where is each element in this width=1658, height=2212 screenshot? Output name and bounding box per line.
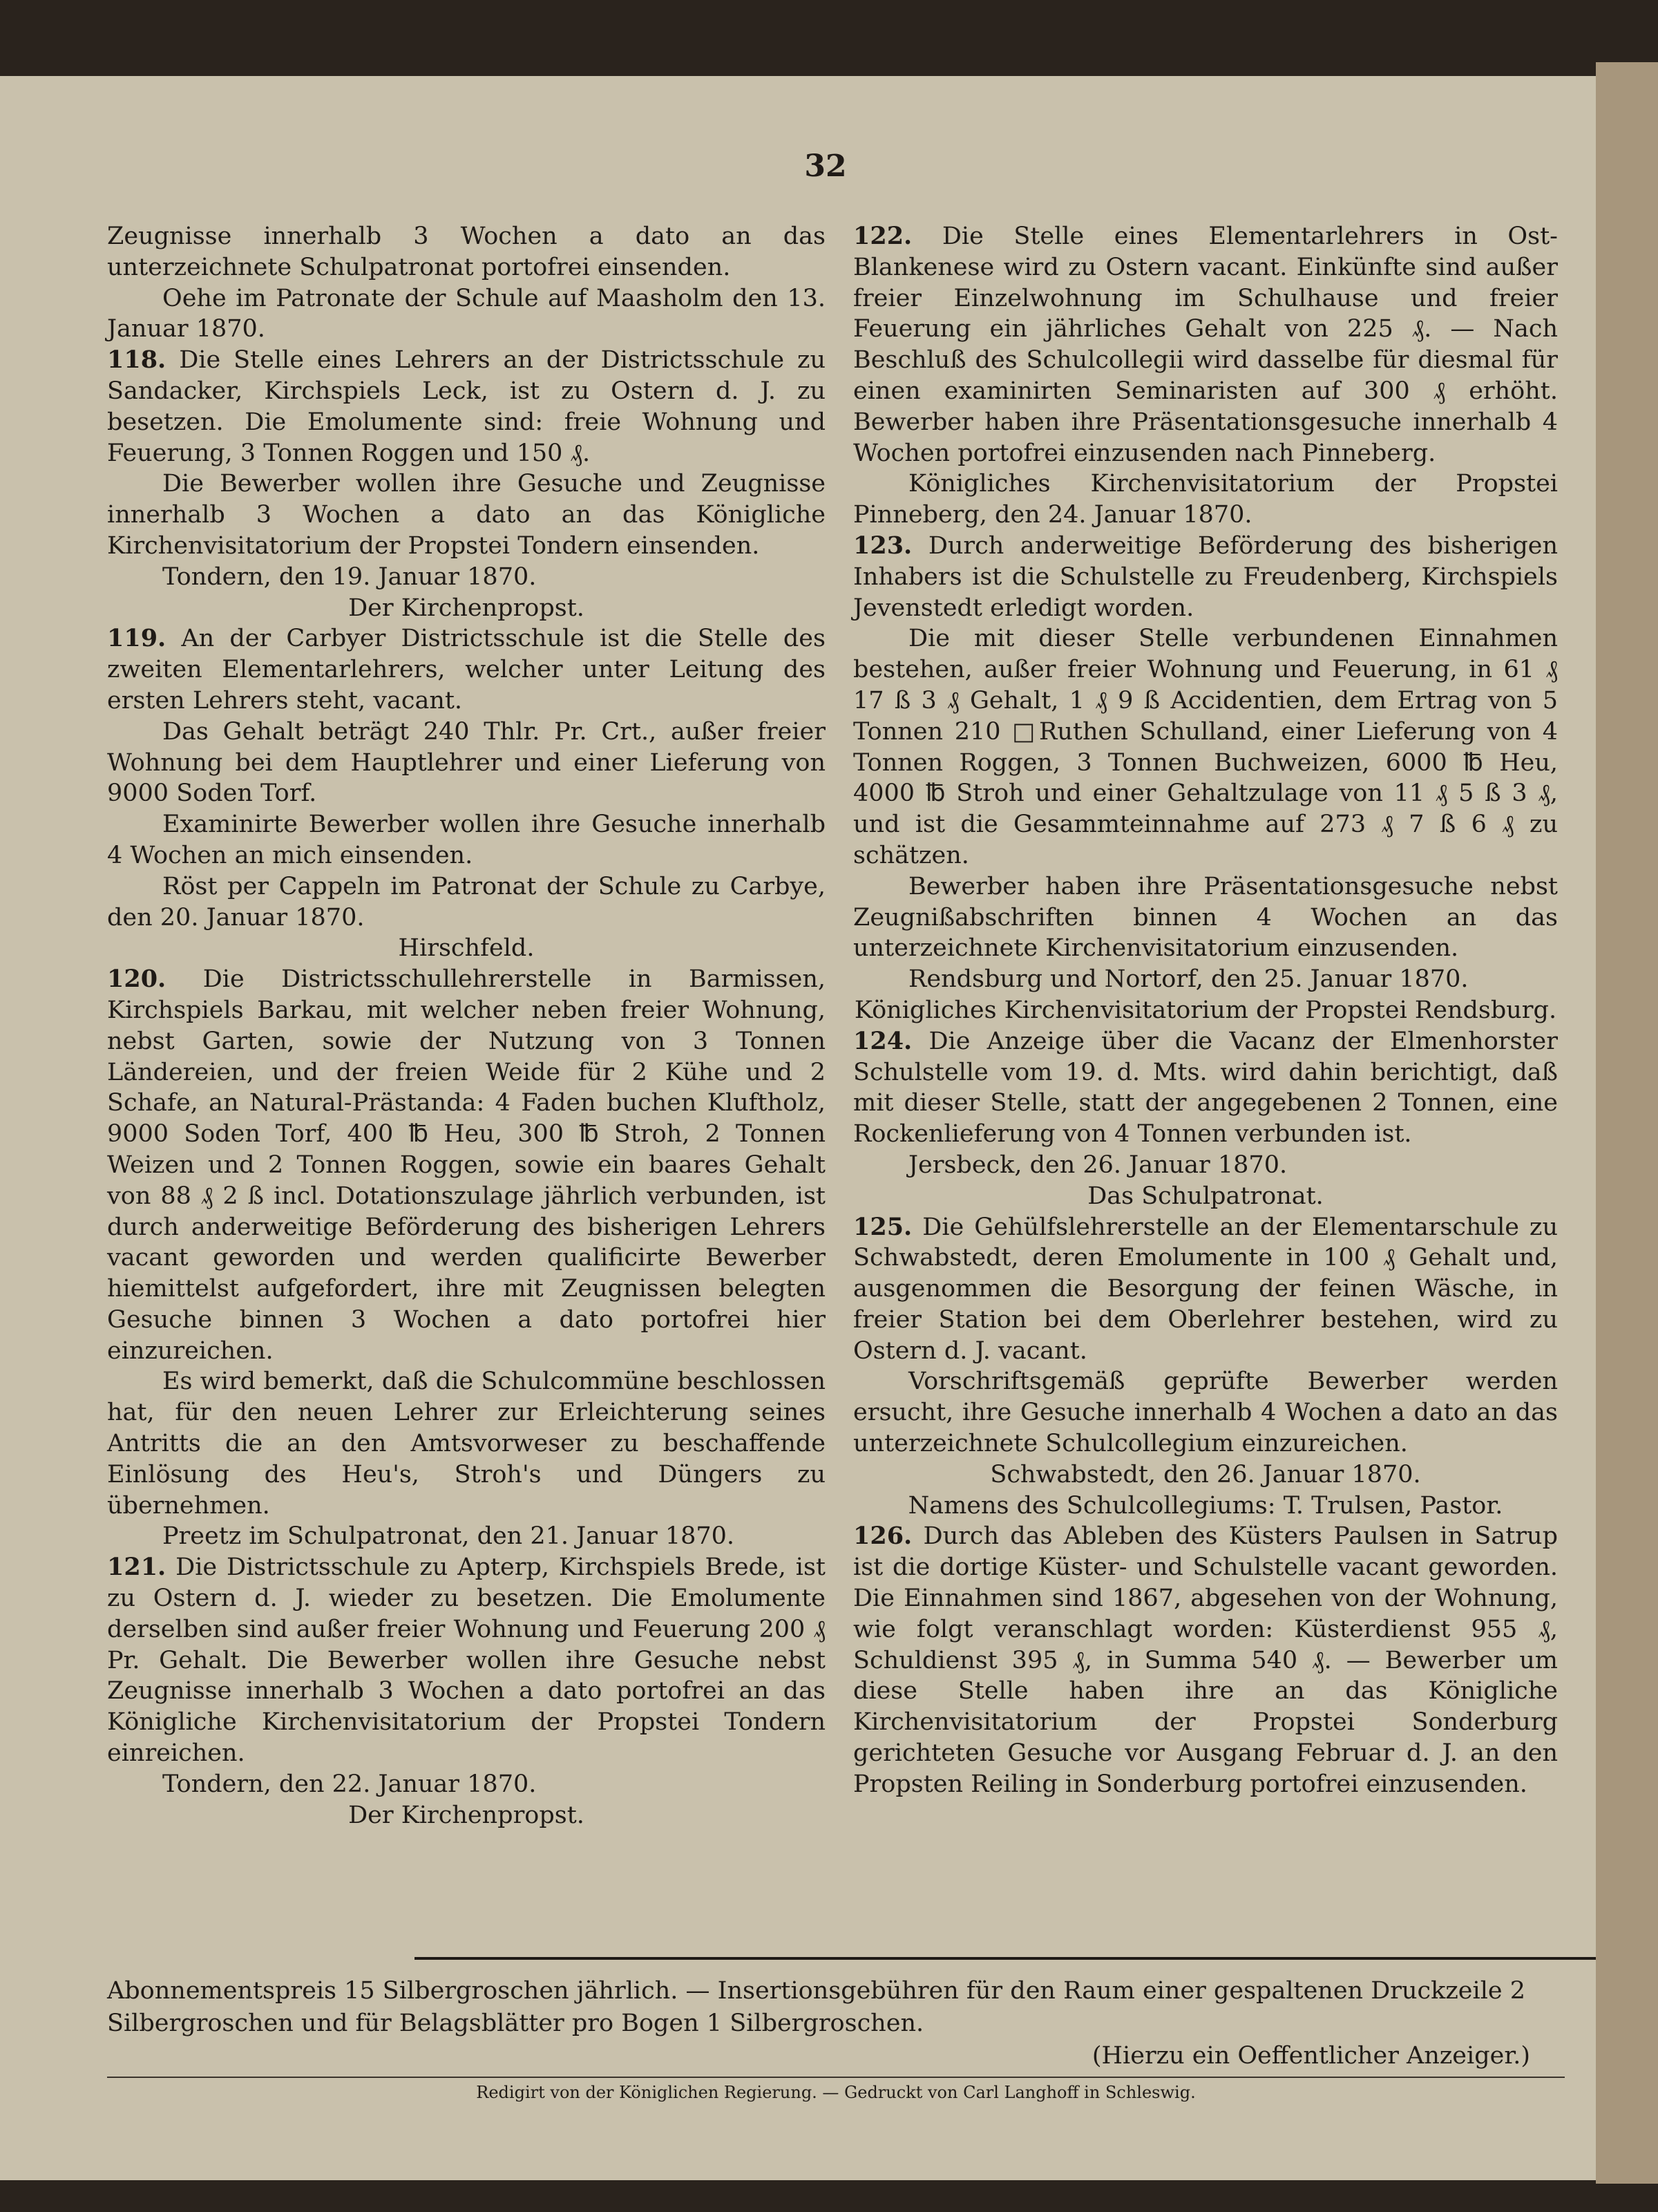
entry-number: 125. <box>853 1212 913 1241</box>
paragraph: Bewerber haben ihre Präsentationsgesuche nebst Zeugnißabschriften binnen 4 Wochen an das unterzeichnete Kirchenvisitatorium einzusenden. <box>853 872 1558 963</box>
paragraph: Die mit dieser Stelle verbundenen Einnahmen bestehen, außer freier Wohnung und Feuerung, in 61 ₰ 17 ß 3 ₰ Gehalt, 1 ₰ 9 ß Accidentien, dem Ertrag von 5 Tonnen 210 □Ruthen Schulland, einer Lieferung von 4 Tonnen Roggen, 3 Tonnen Buchweizen, 6000 ℔ Heu, 4000 ℔ Stroh und einer Gehaltzulage von 11 ₰ 5 ß 3 ₰, und ist die Gesammteinnahme auf 273 ₰ 7 ß 6 ₰ zu schätzen. <box>853 625 1558 869</box>
signature-line: Das Schulpatronat. <box>1087 1182 1324 1210</box>
footer <box>107 1975 1558 2072</box>
entry-number: 126. <box>853 1522 913 1551</box>
subscription-notice: Abonnementspreis 15 Silbergroschen jährlich. — Insertionsgebühren für den Raum einer gespaltenen Druckzeile 2 Silbergroschen und für Belagsblätter pro Bogen 1 Silbergroschen. <box>107 1977 1526 2037</box>
notice-entry <box>853 1026 1558 1150</box>
imprint-rule <box>107 2077 1565 2078</box>
notice-entry <box>107 1552 826 1769</box>
entry-number: 118. <box>107 346 166 375</box>
entry-number: 122. <box>853 222 913 250</box>
entry-number: 119. <box>107 624 166 653</box>
imprint: Redigirt von der Königlichen Regierung. — Gedruckt von Carl Langhoff in Schleswig. <box>476 2083 1196 2102</box>
right-column <box>853 221 1558 1800</box>
entry-text: Die Districtsschule zu Apterp, Kirchspiels Brede, ist zu Ostern d. J. wieder zu besetzen. Die Emolumente derselben sind außer freier Wohnung und Feuerung 200 ₰ Pr. Gehalt. Die Bewerber wollen ihre Gesuche nebst Zeugnisse innerhalb 3 Wochen a dato portofrei an das Königliche Kirchenvisitatorium der Propstei Tondern einreichen. <box>107 1553 826 1768</box>
page-number: 32 <box>804 149 847 184</box>
notice-entry <box>107 345 826 469</box>
paragraph: Zeugnisse innerhalb 3 Wochen a dato an das unterzeichnete Schulpatronat portofrei einsenden. <box>107 223 826 281</box>
notice-entry <box>853 221 1558 469</box>
paragraph: Die Bewerber wollen ihre Gesuche und Zeugnisse innerhalb 3 Wochen a dato an das Königliche Kirchenvisitatorium der Propstei Tondern einsenden. <box>107 470 826 560</box>
centered-line: Königliches Kirchenvisitatorium der Propstei Rendsburg. <box>854 996 1557 1024</box>
entry-number: 123. <box>853 531 913 560</box>
paragraph: Röst per Cappeln im Patronat der Schule zu Carbye, den 20. Januar 1870. <box>107 872 826 932</box>
paragraph: Tondern, den 22. Januar 1870. <box>162 1770 537 1798</box>
entry-number: 121. <box>107 1553 166 1582</box>
page-edge <box>1596 62 1658 2184</box>
separator-rule <box>414 1957 1596 1960</box>
paragraph: Jersbeck, den 26. Januar 1870. <box>908 1151 1288 1179</box>
paragraph: Examinirte Bewerber wollen ihre Gesuche innerhalb 4 Wochen an mich einsenden. <box>107 811 826 869</box>
paragraph: Es wird bemerkt, daß die Schulcommüne beschlossen hat, für den neuen Lehrer zur Erleichterung seines Antritts die an den Amtsvorweser zu beschaffende Einlösung des Heu's, Stroh's und Düngers zu übernehmen. <box>107 1368 826 1520</box>
supplement-note: (Hierzu ein Oeffentlicher Anzeiger.) <box>1092 2042 1530 2070</box>
notice-entry <box>853 1212 1558 1367</box>
entry-text: Die Stelle eines Elementarlehrers in Ost-Blankenese wird zu Ostern vacant. Einkünfte sind außer freier Einzelwohnung im Schulhause und freier Feuerung ein jährliches Gehalt von 225 ₰. — Nach Beschluß des Schulcollegii wird dasselbe für diesmal für einen examinirten Seminaristen auf 300 ₰ erhöht. Bewerber haben ihre Präsentationsgesuche innerhalb 4 Wochen portofrei einzusenden nach Pinneberg. <box>853 223 1558 467</box>
signature-line: Schwabstedt, den 26. Januar 1870. <box>990 1460 1421 1488</box>
entry-number: 124. <box>853 1026 913 1055</box>
entry-text: Die Stelle eines Lehrers an der Districtsschule zu Sandacker, Kirchspiels Leck, ist zu Ostern d. J. zu besetzen. Die Emolumente sind: freie Wohnung und Feuerung, 3 Tonnen Roggen und 150 ₰. <box>107 346 826 467</box>
newspaper-page <box>0 76 1596 2180</box>
paragraph: Oehe im Patronate der Schule auf Maasholm den 13. Januar 1870. <box>107 284 826 343</box>
entry-text: Die Anzeige über die Vacanz der Elmenhorster Schulstelle vom 19. d. Mts. wird dahin berichtigt, daß mit dieser Stelle, statt der angegebenen 2 Tonnen, eine Rockenlieferung von 4 Tonnen verbunden ist. <box>853 1027 1558 1148</box>
centered-line: Namens des Schulcollegiums: T. Trulsen, Pastor. <box>908 1491 1503 1520</box>
entry-number: 120. <box>107 965 166 994</box>
paragraph: Preetz im Schulpatronat, den 21. Januar 1870. <box>162 1522 735 1551</box>
entry-text: Durch anderweitige Beförderung des bisherigen Inhabers ist die Schulstelle zu Freudenberg, Kirchspiels Jevenstedt erledigt worden. <box>853 531 1558 622</box>
entry-text: Durch das Ableben des Küsters Paulsen in Satrup ist die dortige Küster- und Schulstelle vacant geworden. Die Einnahmen sind 1867, abgesehen von der Wohnung, wie folgt veranschlagt worden: Küsterdienst 955 ₰, Schuldienst 395 ₰, in Summa 540 ₰. — Bewerber um diese Stelle haben ihre an das Königliche Kirchenvisitatorium der Propstei Sonderburg gerichteten Gesuche vor Ausgang Februar d. J. an den Propsten Reiling in Sonderburg portofrei einzusenden. <box>853 1522 1558 1798</box>
paragraph: Königliches Kirchenvisitatorium der Propstei Pinneberg, den 24. Januar 1870. <box>853 470 1558 529</box>
paragraph: Das Gehalt beträgt 240 Thlr. Pr. Crt., außer freier Wohnung bei dem Hauptlehrer und einer Lieferung von 9000 Soden Torf. <box>107 717 826 808</box>
signature-line: Der Kirchenpropst. <box>348 1801 584 1829</box>
entry-text: Die Gehülfslehrerstelle an der Elementarschule zu Schwabstedt, deren Emolumente in 100 ₰ Gehalt und, ausgenommen die Besorgung der feinen Wäsche, in freier Station bei dem Oberlehrer bestehen, wird zu Ostern d. J. vacant. <box>853 1213 1558 1365</box>
signature-line: Hirschfeld. <box>398 934 535 963</box>
entry-text: An der Carbyer Districtsschule ist die Stelle des zweiten Elementarlehrers, welcher unter Leitung des ersten Lehrers steht, vacant. <box>107 625 826 715</box>
notice-entry <box>853 1521 1558 1799</box>
left-column <box>107 221 826 1831</box>
signature-line: Der Kirchenpropst. <box>348 594 584 622</box>
paragraph: Rendsburg und Nortorf, den 25. Januar 1870. <box>908 965 1469 994</box>
paragraph: Vorschriftsgemäß geprüfte Bewerber werden ersucht, ihre Gesuche innerhalb 4 Wochen a dato an das unterzeichnete Schulcollegium einzureichen. <box>853 1368 1558 1458</box>
paragraph: Tondern, den 19. Januar 1870. <box>162 563 537 591</box>
notice-entry <box>107 623 826 716</box>
notice-entry <box>853 531 1558 623</box>
notice-entry <box>107 964 826 1366</box>
entry-text: Die Districtsschullehrerstelle in Barmissen, Kirchspiels Barkau, mit welcher neben freier Wohnung, nebst Garten, sowie der Nutzung von 3 Tonnen Ländereien, und der freien Weide für 2 Kühe und 2 Schafe, an Natural-Prästanda: 4 Faden buchen Kluftholz, 9000 Soden Torf, 400 ℔ Heu, 300 ℔ Stroh, 2 Tonnen Weizen und 2 Tonnen Roggen, sowie ein baares Gehalt von 88 ₰ 2 ß incl. Dotationszulage jährlich verbunden, ist durch anderweitige Beförderung des bisherigen Lehrers vacant geworden und werden qualificirte Bewerber hiemittelst aufgefordert, ihre mit Zeugnissen belegten Gesuche binnen 3 Wochen a dato portofrei hier einzureichen. <box>107 965 826 1365</box>
